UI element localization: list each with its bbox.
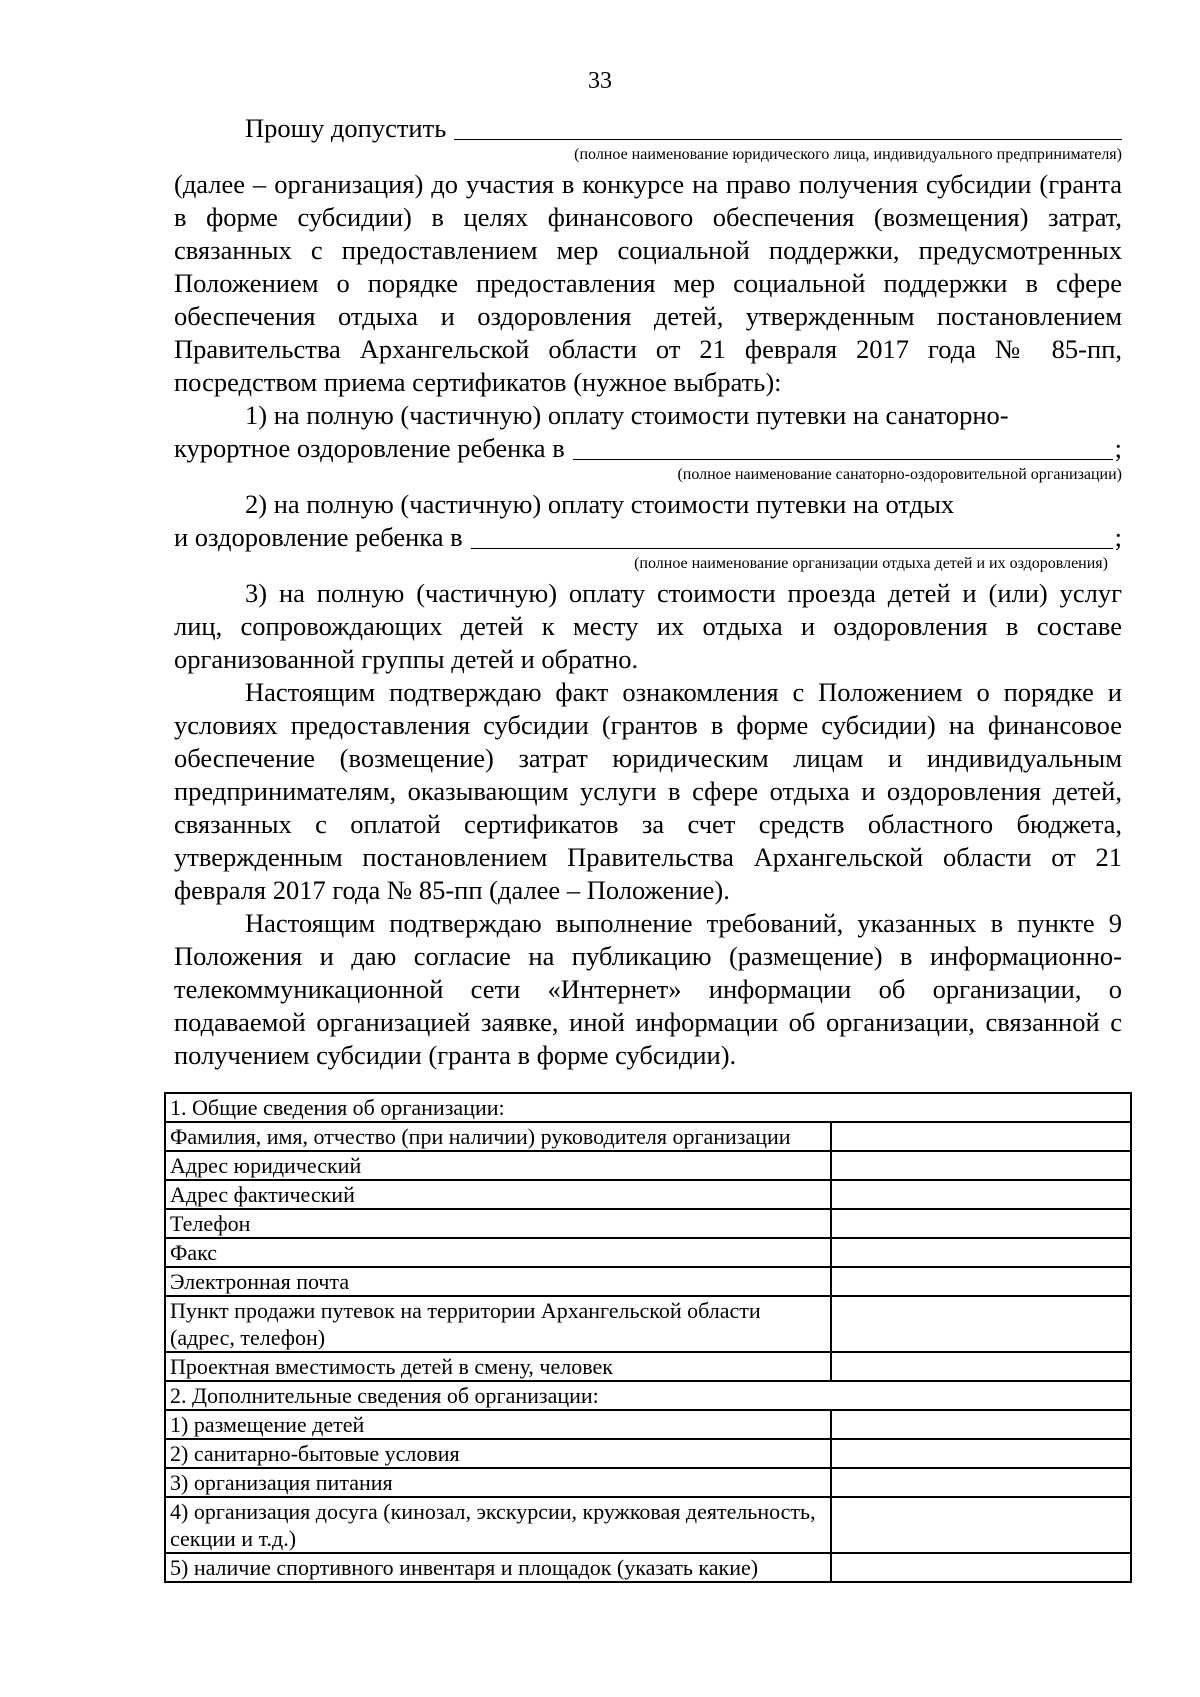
organization-info-table-wrap xyxy=(164,1092,1132,1583)
row-value-cell[interactable] xyxy=(831,1122,1131,1151)
table-row xyxy=(165,1553,1131,1582)
option-3-text: 3) на полную (частичную) оплату стоимости проезда детей и (или) услуг лиц, сопровождающих детей к месту их отдыха и оздоровления в составе организованной группы детей и обратно. xyxy=(174,578,1122,674)
familiarization-paragraph: Настоящим подтверждаю факт ознакомления с Положением о порядке и условиях предоставления субсидии (грантов в форме субсидии) на финансовое обеспечение (возмещение) затрат юридическим лицам и индивидуальным предпринимателям, оказывающим услуги в сфере отдыха и оздоровления детей, связанных с оплатой сертификатов за счет средств областного бюджета, утвержденным постановлением Правительства Архангельской области от 21 февраля 2017 года № 85-пп (далее – Положение). xyxy=(174,677,1122,905)
row-label: Пункт продажи путевок на территории Архангельской области (адрес, телефон) xyxy=(165,1296,831,1352)
row-value-cell[interactable] xyxy=(831,1439,1131,1468)
section-1-header-row xyxy=(165,1093,1131,1122)
row-label: 5) наличие спортивного инвентаря и площадок (указать какие) xyxy=(165,1553,831,1582)
requirements-paragraph: Настоящим подтверждаю выполнение требований, указанных в пункте 9 Положения и даю согласие на публикацию (размещение) в информационно-телекоммуникационной сети «Интернет» информации об организации, о подаваемой организацией заявке, иной информации об организации, связанной с получением субсидии (гранта в форме субсидии). xyxy=(174,908,1122,1070)
request-lead: Прошу допустить xyxy=(245,113,447,143)
row-value-cell[interactable] xyxy=(831,1238,1131,1267)
row-label: Проектная вместимость детей в смену, человек xyxy=(165,1352,831,1381)
page-number: 33 xyxy=(588,68,612,94)
option-1-line xyxy=(174,432,1122,465)
table-row xyxy=(165,1267,1131,1296)
row-value-cell[interactable] xyxy=(831,1180,1131,1209)
section-1-header: 1. Общие сведения об организации: xyxy=(165,1093,1131,1122)
row-value-cell[interactable] xyxy=(831,1296,1131,1352)
row-value-cell[interactable] xyxy=(831,1497,1131,1553)
row-label: Адрес юридический xyxy=(165,1151,831,1180)
row-label: Факс xyxy=(165,1238,831,1267)
organization-name-field[interactable] xyxy=(454,113,1122,140)
row-label: 3) организация питания xyxy=(165,1468,831,1497)
row-label: Электронная почта xyxy=(165,1267,831,1296)
option-1-text: 1) на полную (частичную) оплату стоимости путевки на санаторно- xyxy=(245,400,1009,430)
row-value-cell[interactable] xyxy=(831,1410,1131,1439)
sanatorium-name-caption: (полное наименование санаторно-оздоровительной организации) xyxy=(677,466,1122,483)
row-value-cell[interactable] xyxy=(831,1468,1131,1497)
recreation-organization-caption: (полное наименование организации отдыха детей и их оздоровления) xyxy=(634,555,1108,572)
table-row xyxy=(165,1468,1131,1497)
section-2-header: 2. Дополнительные сведения об организации: xyxy=(165,1381,1131,1410)
row-label: 4) организация досуга (кинозал, экскурсии, кружковая деятельность, секции и т.д.) xyxy=(165,1497,831,1553)
row-value-cell[interactable] xyxy=(831,1209,1131,1238)
table-row xyxy=(165,1439,1131,1468)
row-label: Адрес фактический xyxy=(165,1180,831,1209)
option-1-lead: курортное оздоровление ребенка в xyxy=(174,433,565,463)
row-label: Телефон xyxy=(165,1209,831,1238)
row-label: 2) санитарно-бытовые условия xyxy=(165,1439,831,1468)
row-label: 1) размещение детей xyxy=(165,1410,831,1439)
table-row xyxy=(165,1151,1131,1180)
table-row xyxy=(165,1296,1131,1352)
option-1-end: ; xyxy=(1114,433,1122,463)
table-row xyxy=(165,1122,1131,1151)
row-label: Фамилия, имя, отчество (при наличии) руководителя организации xyxy=(165,1122,831,1151)
request-line xyxy=(174,112,1122,145)
table-row xyxy=(165,1497,1131,1553)
recreation-organization-field[interactable] xyxy=(471,522,1113,549)
option-2-line xyxy=(174,521,1122,554)
table-row xyxy=(165,1410,1131,1439)
row-value-cell[interactable] xyxy=(831,1151,1131,1180)
table-row xyxy=(165,1238,1131,1267)
option-2-lead: и оздоровление ребенка в xyxy=(174,522,463,552)
row-value-cell[interactable] xyxy=(831,1267,1131,1296)
table-row xyxy=(165,1209,1131,1238)
row-value-cell[interactable] xyxy=(831,1352,1131,1381)
application-text xyxy=(174,112,1122,1072)
sanatorium-name-field[interactable] xyxy=(573,433,1113,460)
option-2-end: ; xyxy=(1114,522,1122,552)
request-body: (далее – организация) до участия в конкурсе на право получения субсидии (гранта в форме субсидии) в целях финансового обеспечения (возмещения) затрат, связанных с предоставлением мер социальной поддержки, предусмотренных Положением о порядке предоставления мер социальной поддержки в сфере обеспечения отдыха и оздоровления детей, утвержденным постановлением Правительства Архангельской области от 21 февраля 2017 года № 85-пп, посредством приема сертификатов (нужное выбрать): xyxy=(174,169,1122,397)
table-row xyxy=(165,1352,1131,1381)
table-row xyxy=(165,1180,1131,1209)
option-2-text: 2) на полную (частичную) оплату стоимости путевки на отдых xyxy=(245,489,955,519)
organization-name-caption: (полное наименование юридического лица, индивидуального предпринимателя) xyxy=(574,146,1122,163)
row-value-cell[interactable] xyxy=(831,1553,1131,1582)
section-2-header-row xyxy=(165,1381,1131,1410)
organization-info-table xyxy=(164,1092,1132,1583)
